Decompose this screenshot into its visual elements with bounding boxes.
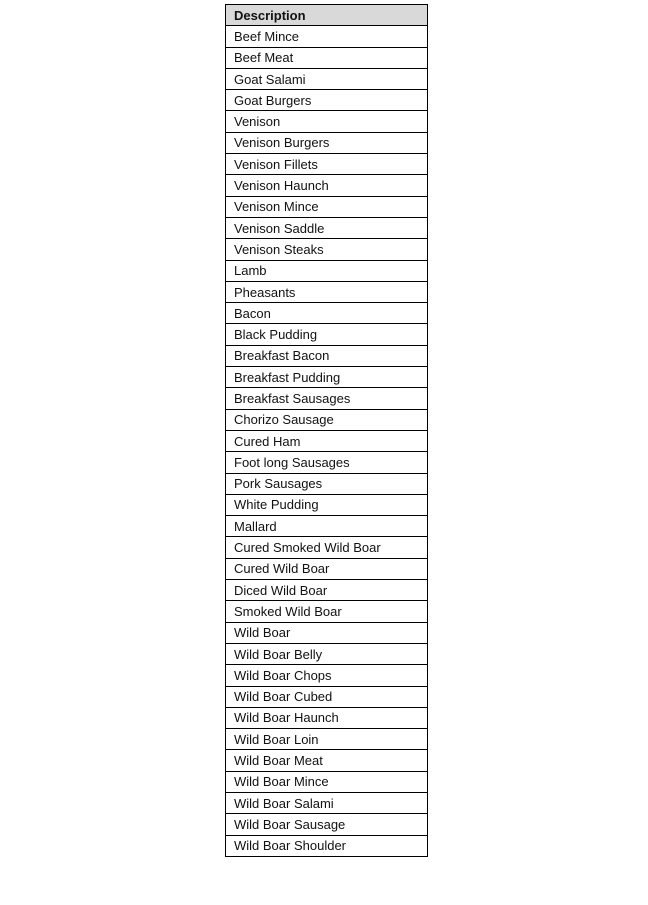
table-cell-description[interactable]: Venison Saddle [226, 217, 428, 238]
table-cell-description[interactable]: Black Pudding [226, 324, 428, 345]
table-cell-description[interactable]: Venison Fillets [226, 154, 428, 175]
table-row [226, 175, 428, 196]
table-cell-description[interactable]: Venison [226, 111, 428, 132]
table-row [226, 452, 428, 473]
table-row [226, 345, 428, 366]
table-row [226, 90, 428, 111]
table-row [226, 430, 428, 451]
table-row [226, 473, 428, 494]
table-row [226, 217, 428, 238]
table-row [226, 835, 428, 856]
table-cell-description[interactable]: Wild Boar Belly [226, 643, 428, 664]
table-row [226, 622, 428, 643]
table-row [226, 580, 428, 601]
table-row [226, 26, 428, 47]
table-cell-description[interactable]: Wild Boar Chops [226, 665, 428, 686]
table-row [226, 558, 428, 579]
table-row [226, 537, 428, 558]
table-row [226, 494, 428, 515]
table-cell-description[interactable]: Wild Boar Shoulder [226, 835, 428, 856]
table-row [226, 239, 428, 260]
table-row [226, 388, 428, 409]
table-cell-description[interactable]: Wild Boar Loin [226, 729, 428, 750]
table-cell-description[interactable]: Goat Salami [226, 68, 428, 89]
table-cell-description[interactable]: Pork Sausages [226, 473, 428, 494]
table-cell-description[interactable]: Breakfast Sausages [226, 388, 428, 409]
description-table [225, 4, 428, 857]
table-row [226, 47, 428, 68]
table-row [226, 367, 428, 388]
table-cell-description[interactable]: Goat Burgers [226, 90, 428, 111]
table-cell-description[interactable]: Beef Mince [226, 26, 428, 47]
table-cell-description[interactable]: Wild Boar Mince [226, 771, 428, 792]
table-body [226, 26, 428, 857]
table-cell-description[interactable]: White Pudding [226, 494, 428, 515]
table-row [226, 686, 428, 707]
table-cell-description[interactable]: Beef Meat [226, 47, 428, 68]
table-cell-description[interactable]: Venison Mince [226, 196, 428, 217]
table-row [226, 750, 428, 771]
table-row [226, 516, 428, 537]
table-row [226, 324, 428, 345]
table-row [226, 729, 428, 750]
table-row [226, 814, 428, 835]
table-row [226, 409, 428, 430]
table-cell-description[interactable]: Wild Boar [226, 622, 428, 643]
table-row [226, 132, 428, 153]
table-cell-description[interactable]: Bacon [226, 303, 428, 324]
table-cell-description[interactable]: Mallard [226, 516, 428, 537]
table-cell-description[interactable]: Smoked Wild Boar [226, 601, 428, 622]
table-cell-description[interactable]: Cured Smoked Wild Boar [226, 537, 428, 558]
column-header-description[interactable]: Description [226, 5, 428, 26]
table-cell-description[interactable]: Venison Haunch [226, 175, 428, 196]
table-cell-description[interactable]: Wild Boar Sausage [226, 814, 428, 835]
table-cell-description[interactable]: Diced Wild Boar [226, 580, 428, 601]
table-cell-description[interactable]: Venison Steaks [226, 239, 428, 260]
table-cell-description[interactable]: Wild Boar Meat [226, 750, 428, 771]
table-row [226, 154, 428, 175]
table-cell-description[interactable]: Cured Ham [226, 430, 428, 451]
table-row [226, 643, 428, 664]
table-cell-description[interactable]: Cured Wild Boar [226, 558, 428, 579]
table-row [226, 665, 428, 686]
table-cell-description[interactable]: Pheasants [226, 281, 428, 302]
table-row [226, 196, 428, 217]
table-header-row [226, 5, 428, 26]
table-row [226, 281, 428, 302]
table-cell-description[interactable]: Chorizo Sausage [226, 409, 428, 430]
table-cell-description[interactable]: Venison Burgers [226, 132, 428, 153]
table-cell-description[interactable]: Wild Boar Haunch [226, 707, 428, 728]
table-cell-description[interactable]: Breakfast Bacon [226, 345, 428, 366]
table-row [226, 601, 428, 622]
table-row [226, 303, 428, 324]
table-cell-description[interactable]: Wild Boar Salami [226, 792, 428, 813]
table-row [226, 792, 428, 813]
table-row [226, 771, 428, 792]
table-row [226, 707, 428, 728]
table-row [226, 260, 428, 281]
table-cell-description[interactable]: Wild Boar Cubed [226, 686, 428, 707]
table-cell-description[interactable]: Lamb [226, 260, 428, 281]
table-row [226, 68, 428, 89]
table-row [226, 111, 428, 132]
table-cell-description[interactable]: Breakfast Pudding [226, 367, 428, 388]
table-cell-description[interactable]: Foot long Sausages [226, 452, 428, 473]
